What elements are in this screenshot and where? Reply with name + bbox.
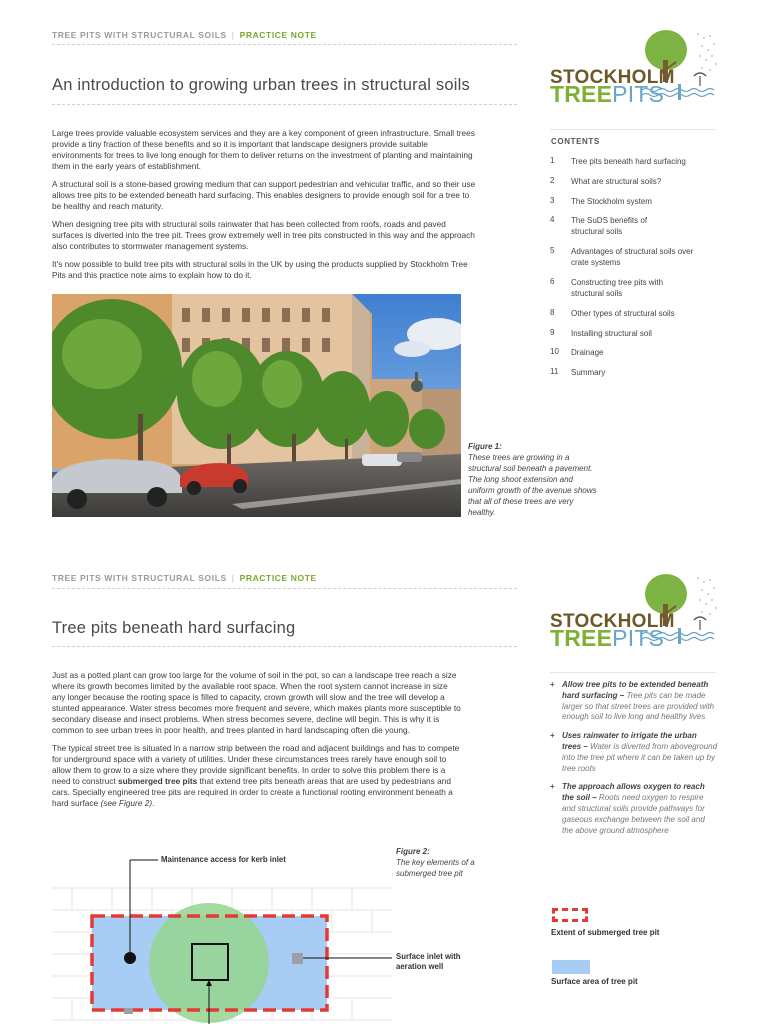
figure1-label: Figure 1: [468,442,502,451]
logo-divider [550,672,716,673]
submerged-tree-pit-diagram [52,848,392,1024]
logo-pits-word: PITS [612,81,665,107]
surface-inlet-label: Surface inlet with aeration well [396,952,461,971]
figure1-caption [468,441,600,518]
legend-extent-swatch [552,908,588,922]
logo-line2 [550,627,664,650]
intro-body [52,128,477,288]
benefit-item: + The approach allows oxygen to reach the soil – Roots need oxygen to respire and structural soils provide pathways for gaseous exchange between the soil and the above ground atmosphere [550,782,705,835]
title-divider [52,104,517,105]
paragraph: A structural soil is a stone-based growing medium that can support pedestrian and vehicular traffic, and so their use allows tree pits to be extended beneath hard surfacing. This enables designers to provide enough soil for a tree to be healthy and reach maturity. [52,179,476,211]
plus-icon: + [550,680,555,689]
stockholm-logo [550,572,720,652]
page2-header [52,573,317,583]
figure2-label: Figure 2: [396,847,430,856]
benefit-item: + Uses rainwater to irrigate the urban trees – Water is diverted from aboveground into the tree pit where it can be taken up by tree roots [550,731,718,773]
header-note: PRACTICE NOTE [239,573,317,583]
figure-reference: (see Figure 2) [100,798,153,808]
bold-term: submerged tree pits [117,776,198,786]
paragraph: It's now possible to build tree pits with structural soils in the UK by using the products supplied by Stockholm Tree Pits and this practice note aims to explain how to do it. [52,259,468,280]
paragraph: When designing tree pits with structural soils rainwater that has been collected from roofs, roads and paved surfaces is diverted into the tree pit. Trees grow extremely well in tree pits constructed in this way and the approach also contributes to stormwater management systems. [52,219,475,251]
figure2-caption [396,846,506,879]
legend-surface-swatch [552,960,590,974]
figure1-text: These trees are growing in a structural soil beneath a pavement. The long shoot extension and uniform growth of the avenue shows that all of these trees are very healthy. [468,453,597,517]
stockholm-logo [550,28,720,108]
paragraph: Large trees provide valuable ecosystem services and they are a key component of green infrastructure. Small trees provide a tiny fraction of these benefits and so it is important that landscape designers provide suitable environments for trees to live long enough for them to deliver returns on the investment of planting and maintaining them in the early years of establishment. [52,128,475,171]
logo-line1: STOCKHOLM [550,67,675,88]
logo-tree-word: TREE [550,625,613,651]
header-separator: | [231,30,235,40]
street-trees-image [52,294,461,517]
plus-icon: + [550,731,555,741]
logo-line1: STOCKHOLM [550,611,675,632]
plus-icon: + [550,782,555,792]
tree-pit-plan-diagram [52,848,392,1024]
legend-surface-label: Surface area of tree pit [551,977,638,986]
logo-tree-word: TREE [550,81,613,107]
header-divider [52,588,517,589]
contents-list: 1 Tree pits beneath hard surfacing 2 What are structural soils? 3 The Stockholm system 4 The SuDS benefits of structural soils 5 Advantages of structural soils over crate systems 6 Constructing tree pits with structural soils 8 Other types of structural soils 9 Installing structural soil 10 Drainage 11 Summary [550,156,694,377]
logo-pits-word: PITS [612,625,665,651]
header-series: TREE PITS WITH STRUCTURAL SOILS [52,30,227,40]
header-series: TREE PITS WITH STRUCTURAL SOILS [52,573,227,583]
kerb-inlet-label: Maintenance access for kerb inlet [161,855,286,864]
header-divider [52,44,517,45]
page-title: Tree pits beneath hard surfacing [52,619,296,637]
page-title: An introduction to growing urban trees in structural soils [52,76,470,94]
legend-extent-label: Extent of submerged tree pit [551,928,660,937]
street-photo [52,294,461,517]
header-note: PRACTICE NOTE [239,30,317,40]
title-divider [52,646,517,647]
hard-surfacing-body [52,670,462,816]
logo-divider [550,129,716,130]
benefits-list [550,680,718,844]
paragraph: The typical street tree is situated in a narrow strip between the road and adjacent buildings and has to compete for underground space with a variety of utilities. Under these circumstances trees rarely have enough soil to allow them to grow to a size where they provide significant benefits. In order to solve this problem there is a need to construct submerged tree pits that extend tree pits beneath areas that are used by pedestrians and cars. Specially engineered tree pits are required in order to create a functional rooting environment beneath a hard surface (see Figure 2). [52,743,460,808]
contents-heading: CONTENTS [551,137,600,146]
paragraph: Just as a potted plant can grow too large for the volume of soil in the pot, so can a landscape tree reach a size where its growth becomes limited by the available root space. When the root system cannot increase in size any longer because the rooting space is filled to capacity, crown growth will slow and the tree will develop a stunted appearance. Water stress becomes more frequent and severe, which makes plants more susceptible to secondary disease and insect problems. When stress becomes severe, decline will begin. This is why it is common to see urban trees in poor health, and trees planted in hard landscaping often die young. [52,670,461,735]
logo-line2 [550,83,664,106]
page1-header [52,30,317,40]
figure2-text: The key elements of a submerged tree pit [396,858,475,878]
benefit-item: + Allow tree pits to be extended beneath hard surfacing – Tree pits can be made larger so that street trees are provided with enough soil to live long and healthy lives [550,680,715,722]
header-separator: | [231,573,235,583]
